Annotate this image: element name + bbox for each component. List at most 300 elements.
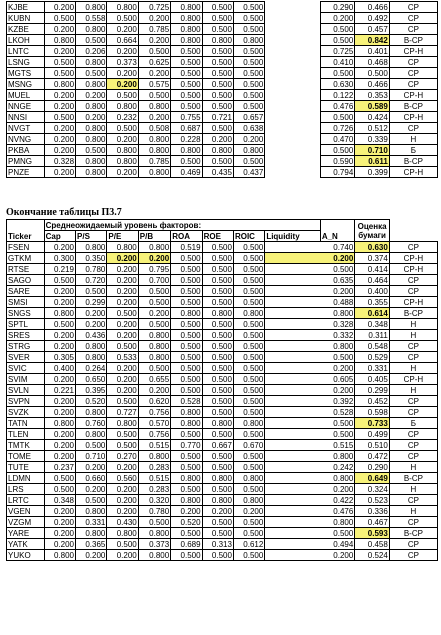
bottom-table: [6, 219, 438, 561]
bottom-table-body: [7, 242, 438, 561]
value-cell: 0.500: [233, 253, 264, 264]
value-cell: 0.500: [320, 68, 355, 79]
ticker-cell: NVGT: [7, 123, 45, 134]
value-cell: 0.328: [44, 156, 75, 167]
value-cell: 0.500: [233, 429, 264, 440]
ticker-cell: LRTC: [7, 495, 45, 506]
value-cell: 0.800: [202, 473, 233, 484]
gap-cell: [265, 46, 320, 57]
gap-cell: [265, 145, 320, 156]
table-row: [7, 123, 438, 134]
header-roic: ROIC: [233, 231, 264, 242]
table-row: [7, 319, 438, 330]
table-row: [7, 363, 438, 374]
value-cell: 0.630: [320, 79, 355, 90]
value-cell: 0.200: [76, 550, 107, 561]
value-cell: 0.500: [202, 101, 233, 112]
value-cell: 0.500: [107, 396, 138, 407]
value-cell: 0.410: [320, 57, 355, 68]
rating-cell: СР-Н: [389, 112, 437, 123]
ticker-cell: SARE: [7, 286, 45, 297]
table-row: [7, 264, 438, 275]
value-cell: 0.200: [44, 145, 75, 156]
ticker-cell: SVER: [7, 352, 45, 363]
value-cell: 0.500: [171, 374, 202, 385]
value-cell: 0.500: [233, 484, 264, 495]
value-cell: 0.500: [233, 13, 264, 24]
value-cell: 0.800: [44, 308, 75, 319]
rating-cell: СР: [389, 451, 437, 462]
value-cell: 0.500: [138, 46, 170, 57]
value-cell: 0.800: [171, 24, 202, 35]
table-row: [7, 539, 438, 550]
value-cell: 0.800: [107, 528, 138, 539]
value-cell: 0.756: [138, 429, 170, 440]
gap-cell: [265, 35, 320, 46]
ticker-cell: SVIM: [7, 374, 45, 385]
ticker-cell: KJBE: [7, 2, 45, 13]
value-cell: 0.200: [107, 134, 138, 145]
value-cell: 0.800: [76, 167, 107, 178]
value-cell: 0.500: [138, 297, 170, 308]
value-cell: 0.593: [355, 528, 390, 539]
value-cell: 0.515: [138, 440, 170, 451]
rating-cell: СР-Н: [389, 90, 437, 101]
value-cell: 0.200: [44, 539, 75, 550]
value-cell: 0.612: [233, 539, 264, 550]
table-row: [7, 145, 438, 156]
ticker-cell: SMSI: [7, 297, 45, 308]
table-row: [7, 308, 438, 319]
value-cell: 0.800: [107, 242, 138, 253]
value-cell: 0.452: [355, 396, 390, 407]
rating-cell: СР: [389, 68, 437, 79]
value-cell: 0.655: [138, 374, 170, 385]
value-cell: 0.500: [320, 24, 355, 35]
value-cell: 0.800: [76, 134, 107, 145]
value-cell: 0.760: [76, 418, 107, 429]
value-cell: 0.200: [171, 506, 202, 517]
table-row: [7, 407, 438, 418]
rating-cell: В-СР: [389, 528, 437, 539]
value-cell: 0.466: [355, 2, 390, 13]
value-cell: 0.800: [202, 495, 233, 506]
value-cell: 0.200: [44, 330, 75, 341]
value-cell: 0.500: [107, 440, 138, 451]
value-cell: 0.512: [355, 123, 390, 134]
rating-cell: СР: [389, 440, 437, 451]
rating-cell: СР: [389, 57, 437, 68]
value-cell: 0.800: [138, 528, 170, 539]
value-cell: 0.200: [44, 506, 75, 517]
value-cell: 0.400: [44, 363, 75, 374]
value-cell: 0.399: [355, 167, 390, 178]
value-cell: 0.500: [202, 68, 233, 79]
ticker-cell: NNGE: [7, 101, 45, 112]
liquidity-cell: 0.476: [265, 506, 355, 517]
table-row: [7, 90, 438, 101]
value-cell: 0.500: [44, 484, 75, 495]
header-liquidity: Liquidity: [265, 231, 355, 242]
value-cell: 0.800: [76, 24, 107, 35]
ticker-cell: NNSI: [7, 112, 45, 123]
value-cell: 0.200: [107, 495, 138, 506]
gap-cell: [265, 167, 320, 178]
value-cell: 0.800: [171, 418, 202, 429]
value-cell: 0.200: [44, 90, 75, 101]
gap-cell: [265, 101, 320, 112]
value-cell: 0.500: [171, 90, 202, 101]
value-cell: 0.200: [107, 506, 138, 517]
rating-cell: СР: [389, 286, 437, 297]
value-cell: 0.500: [171, 275, 202, 286]
value-cell: 0.800: [171, 35, 202, 46]
table-row: [7, 167, 438, 178]
value-cell: 0.500: [171, 68, 202, 79]
value-cell: 0.780: [138, 506, 170, 517]
table-row: [7, 253, 438, 264]
value-cell: 0.528: [171, 396, 202, 407]
value-cell: 0.770: [171, 440, 202, 451]
value-cell: 0.500: [202, 374, 233, 385]
value-cell: 0.500: [320, 35, 355, 46]
value-cell: 0.800: [44, 418, 75, 429]
value-cell: 0.313: [202, 539, 233, 550]
value-cell: 0.264: [76, 363, 107, 374]
value-cell: 0.800: [44, 35, 75, 46]
value-cell: 0.700: [138, 275, 170, 286]
value-cell: 0.800: [233, 308, 264, 319]
liquidity-cell: 0.800: [265, 308, 355, 319]
value-cell: 0.800: [202, 145, 233, 156]
gap-cell: [265, 90, 320, 101]
value-cell: 0.500: [202, 363, 233, 374]
value-cell: 0.800: [138, 341, 170, 352]
liquidity-cell: 0.800: [265, 451, 355, 462]
value-cell: 0.500: [44, 68, 75, 79]
value-cell: 0.200: [138, 112, 170, 123]
ticker-cell: TUTE: [7, 462, 45, 473]
gap-cell: [265, 57, 320, 68]
value-cell: 0.500: [171, 101, 202, 112]
value-cell: 0.800: [202, 418, 233, 429]
value-cell: 0.500: [44, 57, 75, 68]
value-cell: 0.500: [233, 319, 264, 330]
value-cell: 0.800: [107, 101, 138, 112]
value-cell: 0.500: [171, 484, 202, 495]
value-cell: 0.548: [355, 341, 390, 352]
liquidity-cell: 0.200: [265, 550, 355, 561]
header-row-1: [7, 220, 438, 231]
gap-cell: [265, 79, 320, 90]
value-cell: 0.756: [138, 407, 170, 418]
value-cell: 0.200: [44, 123, 75, 134]
table-row: [7, 242, 438, 253]
ticker-cell: KZBE: [7, 24, 45, 35]
value-cell: 0.500: [138, 319, 170, 330]
header-ticker: Ticker: [7, 220, 45, 242]
value-cell: 0.785: [138, 24, 170, 35]
value-cell: 0.500: [202, 275, 233, 286]
value-cell: 0.800: [138, 451, 170, 462]
value-cell: 0.200: [44, 407, 75, 418]
rating-cell: Н: [389, 506, 437, 517]
value-cell: 0.200: [44, 374, 75, 385]
rating-cell: СР: [389, 123, 437, 134]
table-row: [7, 101, 438, 112]
rating-cell: СР: [389, 495, 437, 506]
value-cell: 0.500: [171, 156, 202, 167]
rating-cell: Н: [389, 363, 437, 374]
value-cell: 0.437: [233, 167, 264, 178]
value-cell: 0.800: [76, 429, 107, 440]
value-cell: 0.500: [171, 341, 202, 352]
value-cell: 0.500: [233, 264, 264, 275]
value-cell: 0.299: [76, 297, 107, 308]
value-cell: 0.457: [355, 24, 390, 35]
table-row: [7, 297, 438, 308]
value-cell: 0.664: [107, 35, 138, 46]
table-row: [7, 112, 438, 123]
value-cell: 0.500: [171, 264, 202, 275]
value-cell: 0.500: [202, 242, 233, 253]
ticker-cell: PMNG: [7, 156, 45, 167]
value-cell: 0.500: [233, 101, 264, 112]
liquidity-cell: 0.500: [265, 264, 355, 275]
liquidity-cell: 0.328: [265, 319, 355, 330]
liquidity-cell: 0.500: [265, 418, 355, 429]
liquidity-cell: 0.515: [265, 440, 355, 451]
value-cell: 0.200: [107, 363, 138, 374]
value-cell: 0.575: [138, 79, 170, 90]
rating-cell: СР: [389, 242, 437, 253]
liquidity-cell: 0.200: [265, 286, 355, 297]
rating-cell: Б: [389, 145, 437, 156]
ticker-cell: MGTS: [7, 68, 45, 79]
liquidity-cell: 0.800: [265, 473, 355, 484]
value-cell: 0.800: [76, 156, 107, 167]
value-cell: 0.500: [233, 550, 264, 561]
value-cell: 0.405: [355, 374, 390, 385]
table-row: [7, 57, 438, 68]
value-cell: 0.395: [76, 385, 107, 396]
value-cell: 0.500: [44, 13, 75, 24]
ticker-cell: YARE: [7, 528, 45, 539]
value-cell: 0.430: [107, 517, 138, 528]
liquidity-cell: 0.332: [265, 330, 355, 341]
value-cell: 0.800: [202, 35, 233, 46]
header-pb: P/B: [138, 231, 170, 242]
value-cell: 0.500: [76, 286, 107, 297]
value-cell: 0.500: [202, 79, 233, 90]
value-cell: 0.500: [233, 297, 264, 308]
value-cell: 0.237: [44, 462, 75, 473]
value-cell: 0.500: [233, 385, 264, 396]
value-cell: 0.500: [202, 429, 233, 440]
value-cell: 0.200: [107, 68, 138, 79]
value-cell: 0.800: [138, 352, 170, 363]
value-cell: 0.800: [138, 134, 170, 145]
top-table: [6, 1, 438, 178]
value-cell: 0.500: [76, 495, 107, 506]
value-cell: 0.466: [355, 79, 390, 90]
value-cell: 0.638: [233, 123, 264, 134]
rating-cell: Н: [389, 319, 437, 330]
value-cell: 0.200: [138, 385, 170, 396]
table-row: [7, 13, 438, 24]
value-cell: 0.500: [107, 341, 138, 352]
value-cell: 0.500: [355, 68, 390, 79]
table-row: [7, 484, 438, 495]
value-cell: 0.625: [138, 57, 170, 68]
rating-cell: СР: [389, 275, 437, 286]
value-cell: 0.500: [171, 429, 202, 440]
value-cell: 0.598: [355, 407, 390, 418]
rating-cell: СР: [389, 539, 437, 550]
value-cell: 0.800: [233, 495, 264, 506]
rating-cell: СР-Н: [389, 297, 437, 308]
value-cell: 0.611: [355, 156, 390, 167]
value-cell: 0.500: [233, 407, 264, 418]
value-cell: 0.492: [355, 13, 390, 24]
value-cell: 0.800: [107, 418, 138, 429]
gap-cell: [265, 156, 320, 167]
ticker-cell: SRES: [7, 330, 45, 341]
value-cell: 0.200: [44, 2, 75, 13]
value-cell: 0.500: [233, 462, 264, 473]
value-cell: 0.500: [107, 308, 138, 319]
liquidity-cell: 0.800: [265, 517, 355, 528]
value-cell: 0.200: [107, 330, 138, 341]
value-cell: 0.800: [76, 2, 107, 13]
rating-cell: В-СР: [389, 308, 437, 319]
ticker-cell: MSNG: [7, 79, 45, 90]
rating-cell: СР-Н: [389, 46, 437, 57]
table-row: [7, 462, 438, 473]
value-cell: 0.515: [138, 473, 170, 484]
value-cell: 0.800: [138, 242, 170, 253]
value-cell: 0.400: [355, 286, 390, 297]
value-cell: 0.800: [171, 495, 202, 506]
rating-cell: СР: [389, 13, 437, 24]
value-cell: 0.500: [233, 330, 264, 341]
table-row: [7, 473, 438, 484]
value-cell: 0.200: [107, 374, 138, 385]
value-cell: 0.290: [355, 462, 390, 473]
value-cell: 0.200: [233, 506, 264, 517]
value-cell: 0.200: [44, 528, 75, 539]
value-cell: 0.687: [171, 123, 202, 134]
table-row: [7, 451, 438, 462]
value-cell: 0.355: [355, 297, 390, 308]
value-cell: 0.200: [138, 253, 170, 264]
value-cell: 0.436: [76, 330, 107, 341]
ticker-cell: YATK: [7, 539, 45, 550]
value-cell: 0.373: [107, 57, 138, 68]
value-cell: 0.401: [355, 46, 390, 57]
value-cell: 0.657: [233, 112, 264, 123]
value-cell: 0.800: [171, 308, 202, 319]
gap-cell: [265, 13, 320, 24]
value-cell: 0.468: [355, 57, 390, 68]
table-row: [7, 24, 438, 35]
value-cell: 0.725: [138, 2, 170, 13]
value-cell: 0.630: [355, 242, 390, 253]
value-cell: 0.800: [76, 57, 107, 68]
value-cell: 0.200: [76, 112, 107, 123]
value-cell: 0.800: [171, 2, 202, 13]
value-cell: 0.500: [233, 528, 264, 539]
value-cell: 0.290: [320, 2, 355, 13]
value-cell: 0.500: [202, 57, 233, 68]
table-row: [7, 528, 438, 539]
value-cell: 0.649: [355, 473, 390, 484]
value-cell: 0.500: [44, 319, 75, 330]
liquidity-cell: 0.635: [265, 275, 355, 286]
value-cell: 0.467: [355, 517, 390, 528]
value-cell: 0.519: [171, 242, 202, 253]
table-row: [7, 385, 438, 396]
value-cell: 0.500: [202, 156, 233, 167]
value-cell: 0.660: [76, 473, 107, 484]
ticker-cell: VZGM: [7, 517, 45, 528]
ticker-cell: GTKM: [7, 253, 45, 264]
value-cell: 0.500: [202, 90, 233, 101]
value-cell: 0.800: [76, 79, 107, 90]
value-cell: 0.200: [107, 79, 138, 90]
ticker-cell: TOME: [7, 451, 45, 462]
value-cell: 0.500: [202, 253, 233, 264]
value-cell: 0.200: [76, 484, 107, 495]
value-cell: 0.500: [138, 90, 170, 101]
value-cell: 0.800: [76, 528, 107, 539]
gap-cell: [265, 2, 320, 13]
liquidity-cell: 0.500: [265, 352, 355, 363]
value-cell: 0.283: [138, 462, 170, 473]
liquidity-cell: 0.422: [265, 495, 355, 506]
value-cell: 0.200: [44, 396, 75, 407]
value-cell: 0.200: [107, 484, 138, 495]
value-cell: 0.200: [44, 517, 75, 528]
header-ps: P/S: [76, 231, 107, 242]
value-cell: 0.200: [107, 46, 138, 57]
value-cell: 0.339: [355, 134, 390, 145]
value-cell: 0.500: [138, 286, 170, 297]
value-cell: 0.500: [171, 550, 202, 561]
value-cell: 0.200: [107, 264, 138, 275]
ticker-cell: LSNG: [7, 57, 45, 68]
table-row: [7, 440, 438, 451]
value-cell: 0.500: [44, 112, 75, 123]
value-cell: 0.500: [202, 123, 233, 134]
value-cell: 0.500: [233, 57, 264, 68]
value-cell: 0.500: [171, 319, 202, 330]
value-cell: 0.500: [171, 528, 202, 539]
value-cell: 0.614: [355, 308, 390, 319]
value-cell: 0.500: [233, 242, 264, 253]
value-cell: 0.500: [233, 90, 264, 101]
value-cell: 0.500: [76, 68, 107, 79]
value-cell: 0.469: [171, 167, 202, 178]
value-cell: 0.500: [233, 24, 264, 35]
value-cell: 0.500: [171, 253, 202, 264]
header-pe: P/E: [107, 231, 138, 242]
rating-cell: СР-Н: [389, 264, 437, 275]
ticker-cell: SVLN: [7, 385, 45, 396]
value-cell: 0.726: [320, 123, 355, 134]
header-factors-group: Среднеожидаемый уровень факторов:: [44, 220, 320, 231]
value-cell: 0.689: [171, 539, 202, 550]
